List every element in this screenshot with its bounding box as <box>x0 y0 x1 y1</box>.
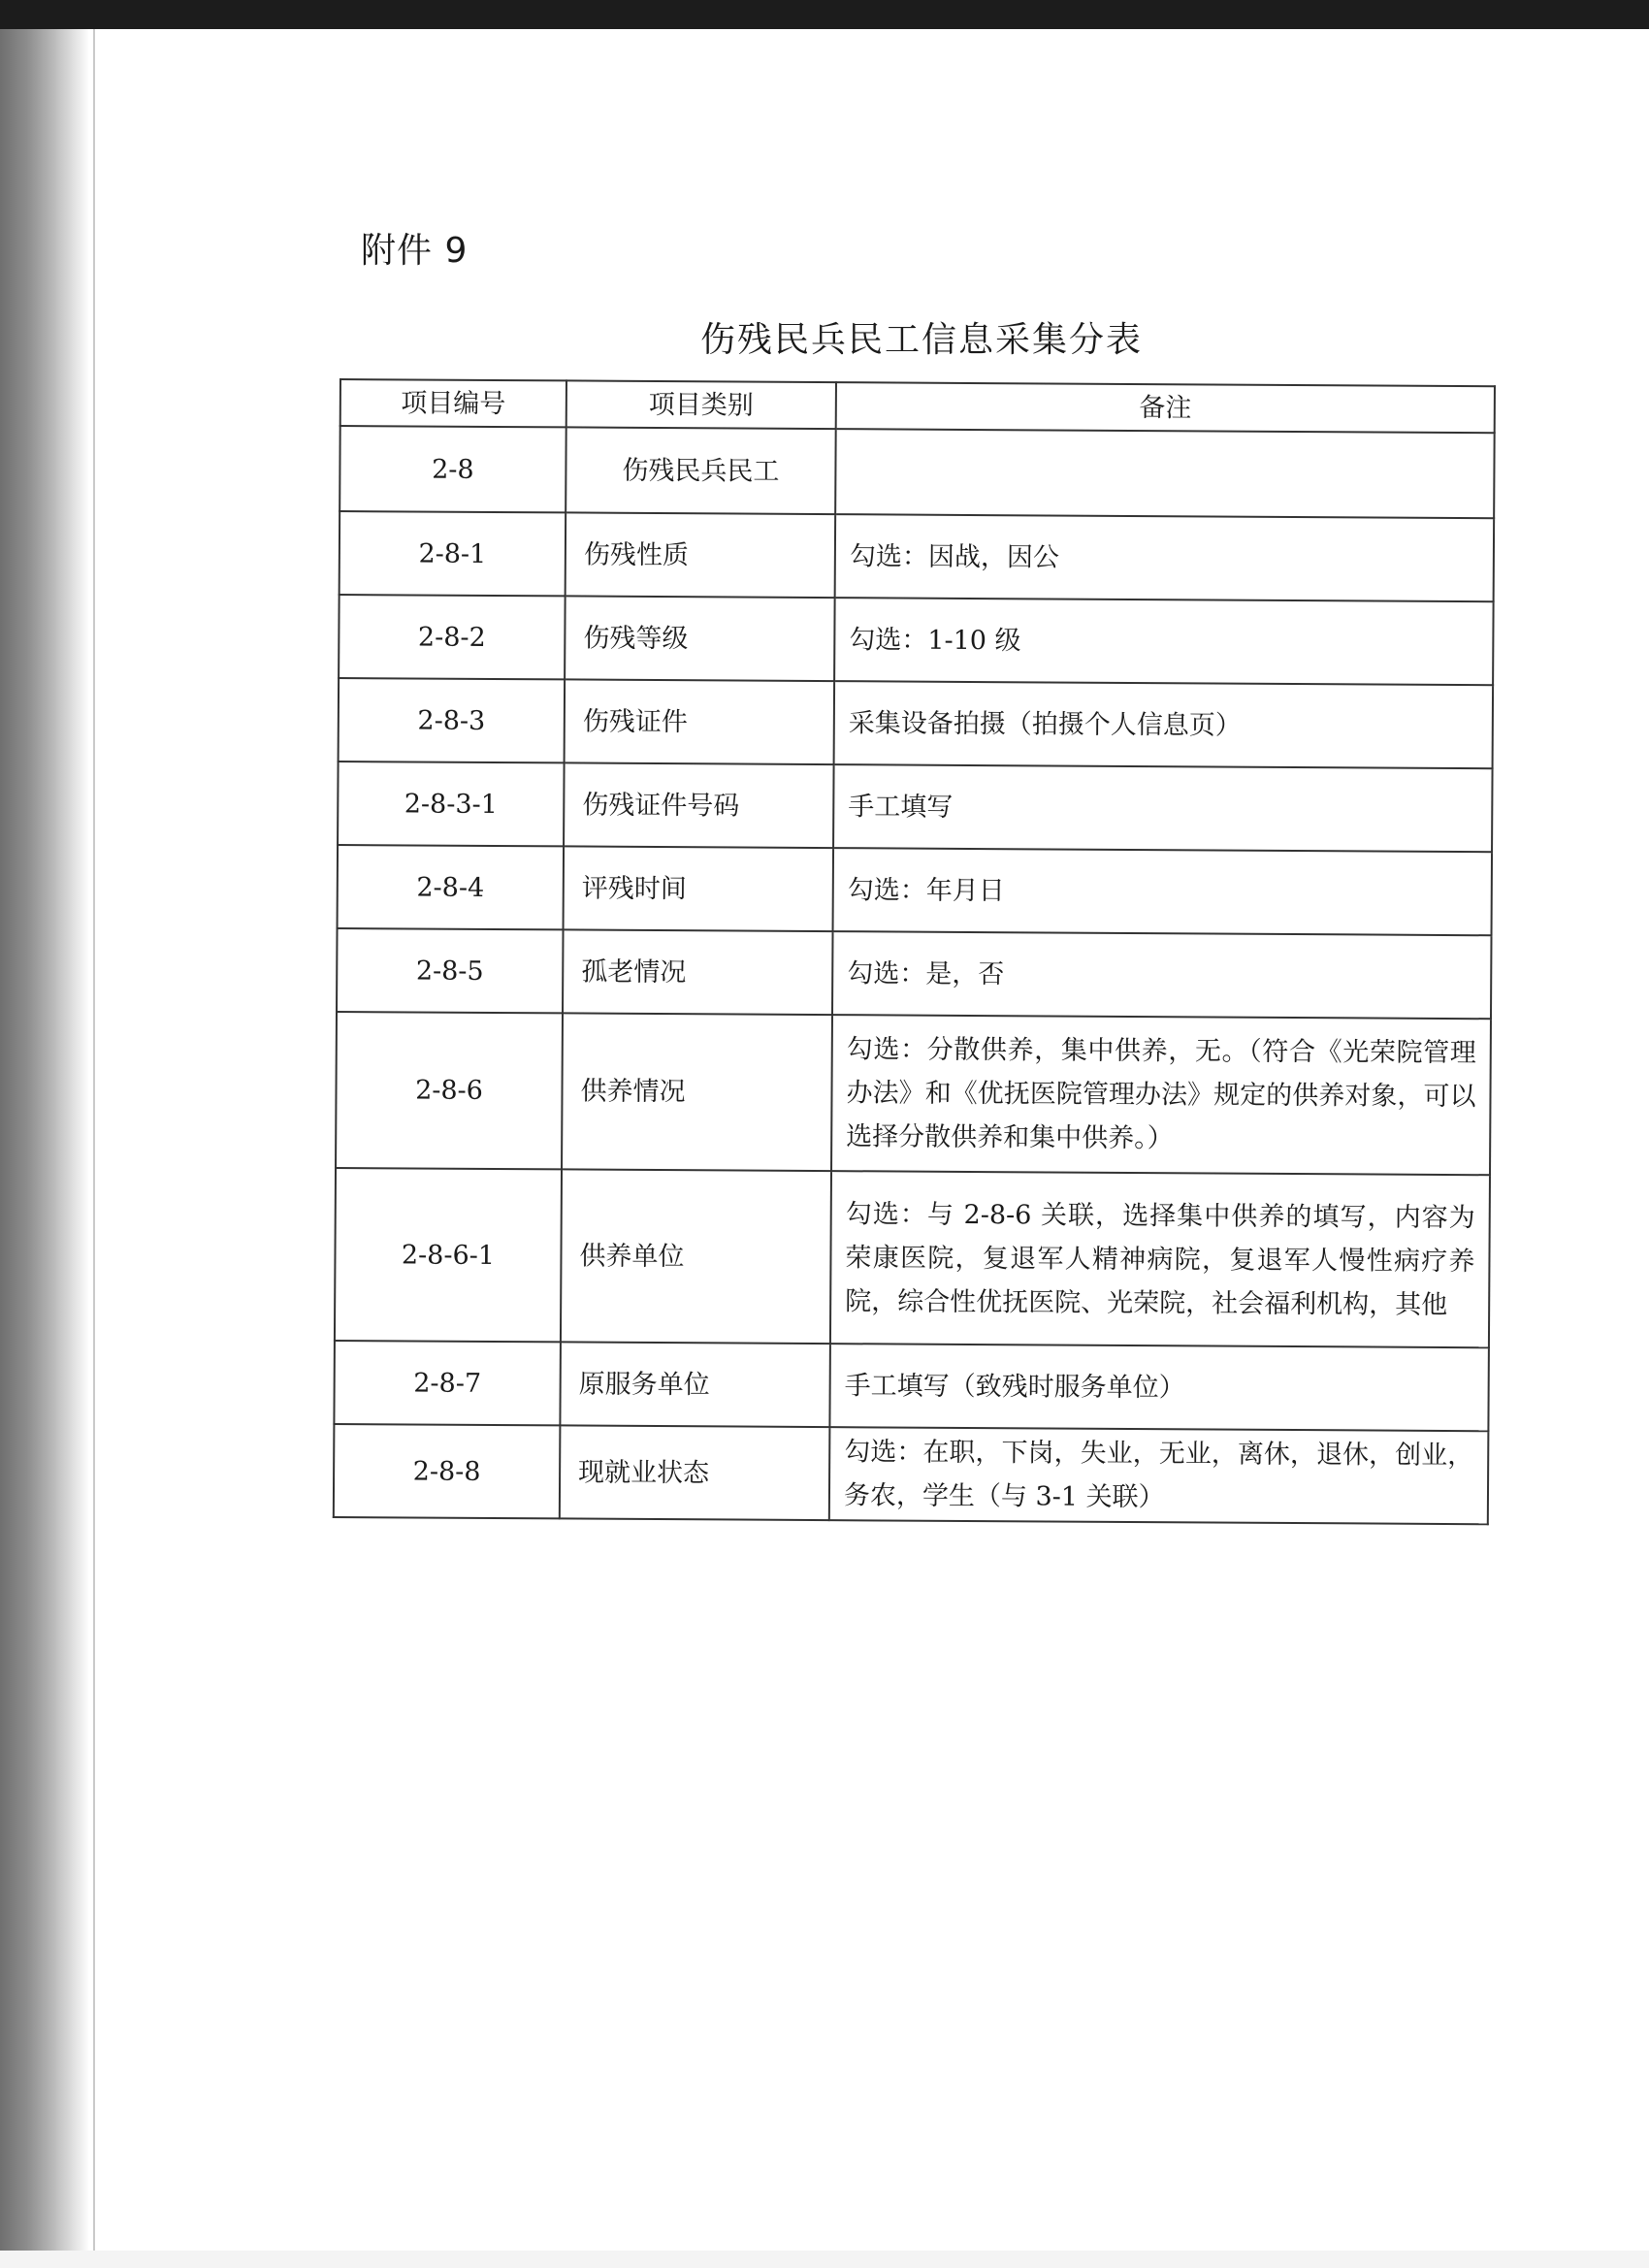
row-code: 2-8-4 <box>338 845 565 929</box>
row-code: 2-8-7 <box>334 1341 561 1425</box>
row-code: 2-8-8 <box>334 1424 561 1518</box>
scan-top-border <box>0 0 1649 29</box>
row-code: 2-8-1 <box>340 511 566 596</box>
row-note: 手工填写（致残时服务单位） <box>829 1344 1489 1431</box>
binding-line <box>93 29 95 2251</box>
row-category: 评残时间 <box>564 846 834 931</box>
row-code: 2-8 <box>340 426 566 512</box>
row-note: 勾选：是，否 <box>832 931 1492 1019</box>
row-category: 伤残性质 <box>566 512 836 598</box>
table-row <box>338 845 1493 935</box>
row-code: 2-8-2 <box>339 595 566 679</box>
row-category: 伤残证件号码 <box>564 762 834 848</box>
row-category: 现就业状态 <box>560 1425 830 1520</box>
table-row <box>339 678 1494 768</box>
row-category: 伤残民兵民工 <box>566 427 836 514</box>
row-code: 2-8-3 <box>339 678 566 762</box>
table-row <box>340 426 1495 518</box>
info-collection-table <box>333 378 1496 1525</box>
row-note: 勾选：1-10 级 <box>834 598 1494 685</box>
row-note: 勾选：分散供养，集中供养，无。（符合《光荣院管理办法》和《优抚医院管理办法》规定的供养对象，可以选择分散供养和集中供养。） <box>831 1015 1491 1175</box>
row-category: 供养单位 <box>561 1169 831 1344</box>
row-note: 勾选：与 2-8-6 关联，选择集中供养的填写，内容为荣康医院，复退军人精神病院，复退军人慢性病疗养院，综合性优抚医院、光荣院，社会福利机构，其他 <box>830 1171 1490 1347</box>
row-category: 孤老情况 <box>563 929 833 1015</box>
row-category: 伤残证件 <box>565 679 835 764</box>
scan-binding-shadow <box>0 29 89 2251</box>
table-row <box>335 1168 1490 1347</box>
table-row <box>339 595 1494 685</box>
table-row <box>334 1424 1489 1524</box>
scan-bottom-border <box>0 2251 1649 2268</box>
row-category: 供养情况 <box>562 1013 832 1171</box>
table-row <box>340 511 1495 601</box>
page-title: 伤残民兵民工信息采集分表 <box>699 320 1143 360</box>
row-category: 伤残等级 <box>565 596 835 681</box>
row-note: 勾选：在职，下岗，失业，无业，离休，退休，创业，务农，学生（与 3-1 关联） <box>829 1427 1489 1524</box>
row-code: 2-8-6 <box>336 1012 563 1169</box>
row-category: 原服务单位 <box>560 1342 830 1427</box>
row-code: 2-8-3-1 <box>338 761 565 846</box>
table-header-row <box>340 379 1495 433</box>
column-header-note: 备注 <box>836 382 1495 433</box>
row-note: 勾选：因战，因公 <box>835 514 1495 601</box>
row-code: 2-8-6-1 <box>335 1168 562 1342</box>
row-code: 2-8-5 <box>337 928 564 1013</box>
attachment-label: 附件 9 <box>361 231 469 271</box>
column-header-category: 项目类别 <box>566 380 836 429</box>
table-row <box>338 761 1493 852</box>
row-note <box>835 429 1495 518</box>
column-header-code: 项目编号 <box>340 379 566 427</box>
table-row <box>337 928 1492 1019</box>
table-row <box>336 1012 1491 1175</box>
row-note: 勾选：年月日 <box>833 848 1493 935</box>
row-note: 采集设备拍摄（拍摄个人信息页） <box>834 681 1494 768</box>
table-row <box>334 1341 1489 1431</box>
row-note: 手工填写 <box>833 764 1493 852</box>
